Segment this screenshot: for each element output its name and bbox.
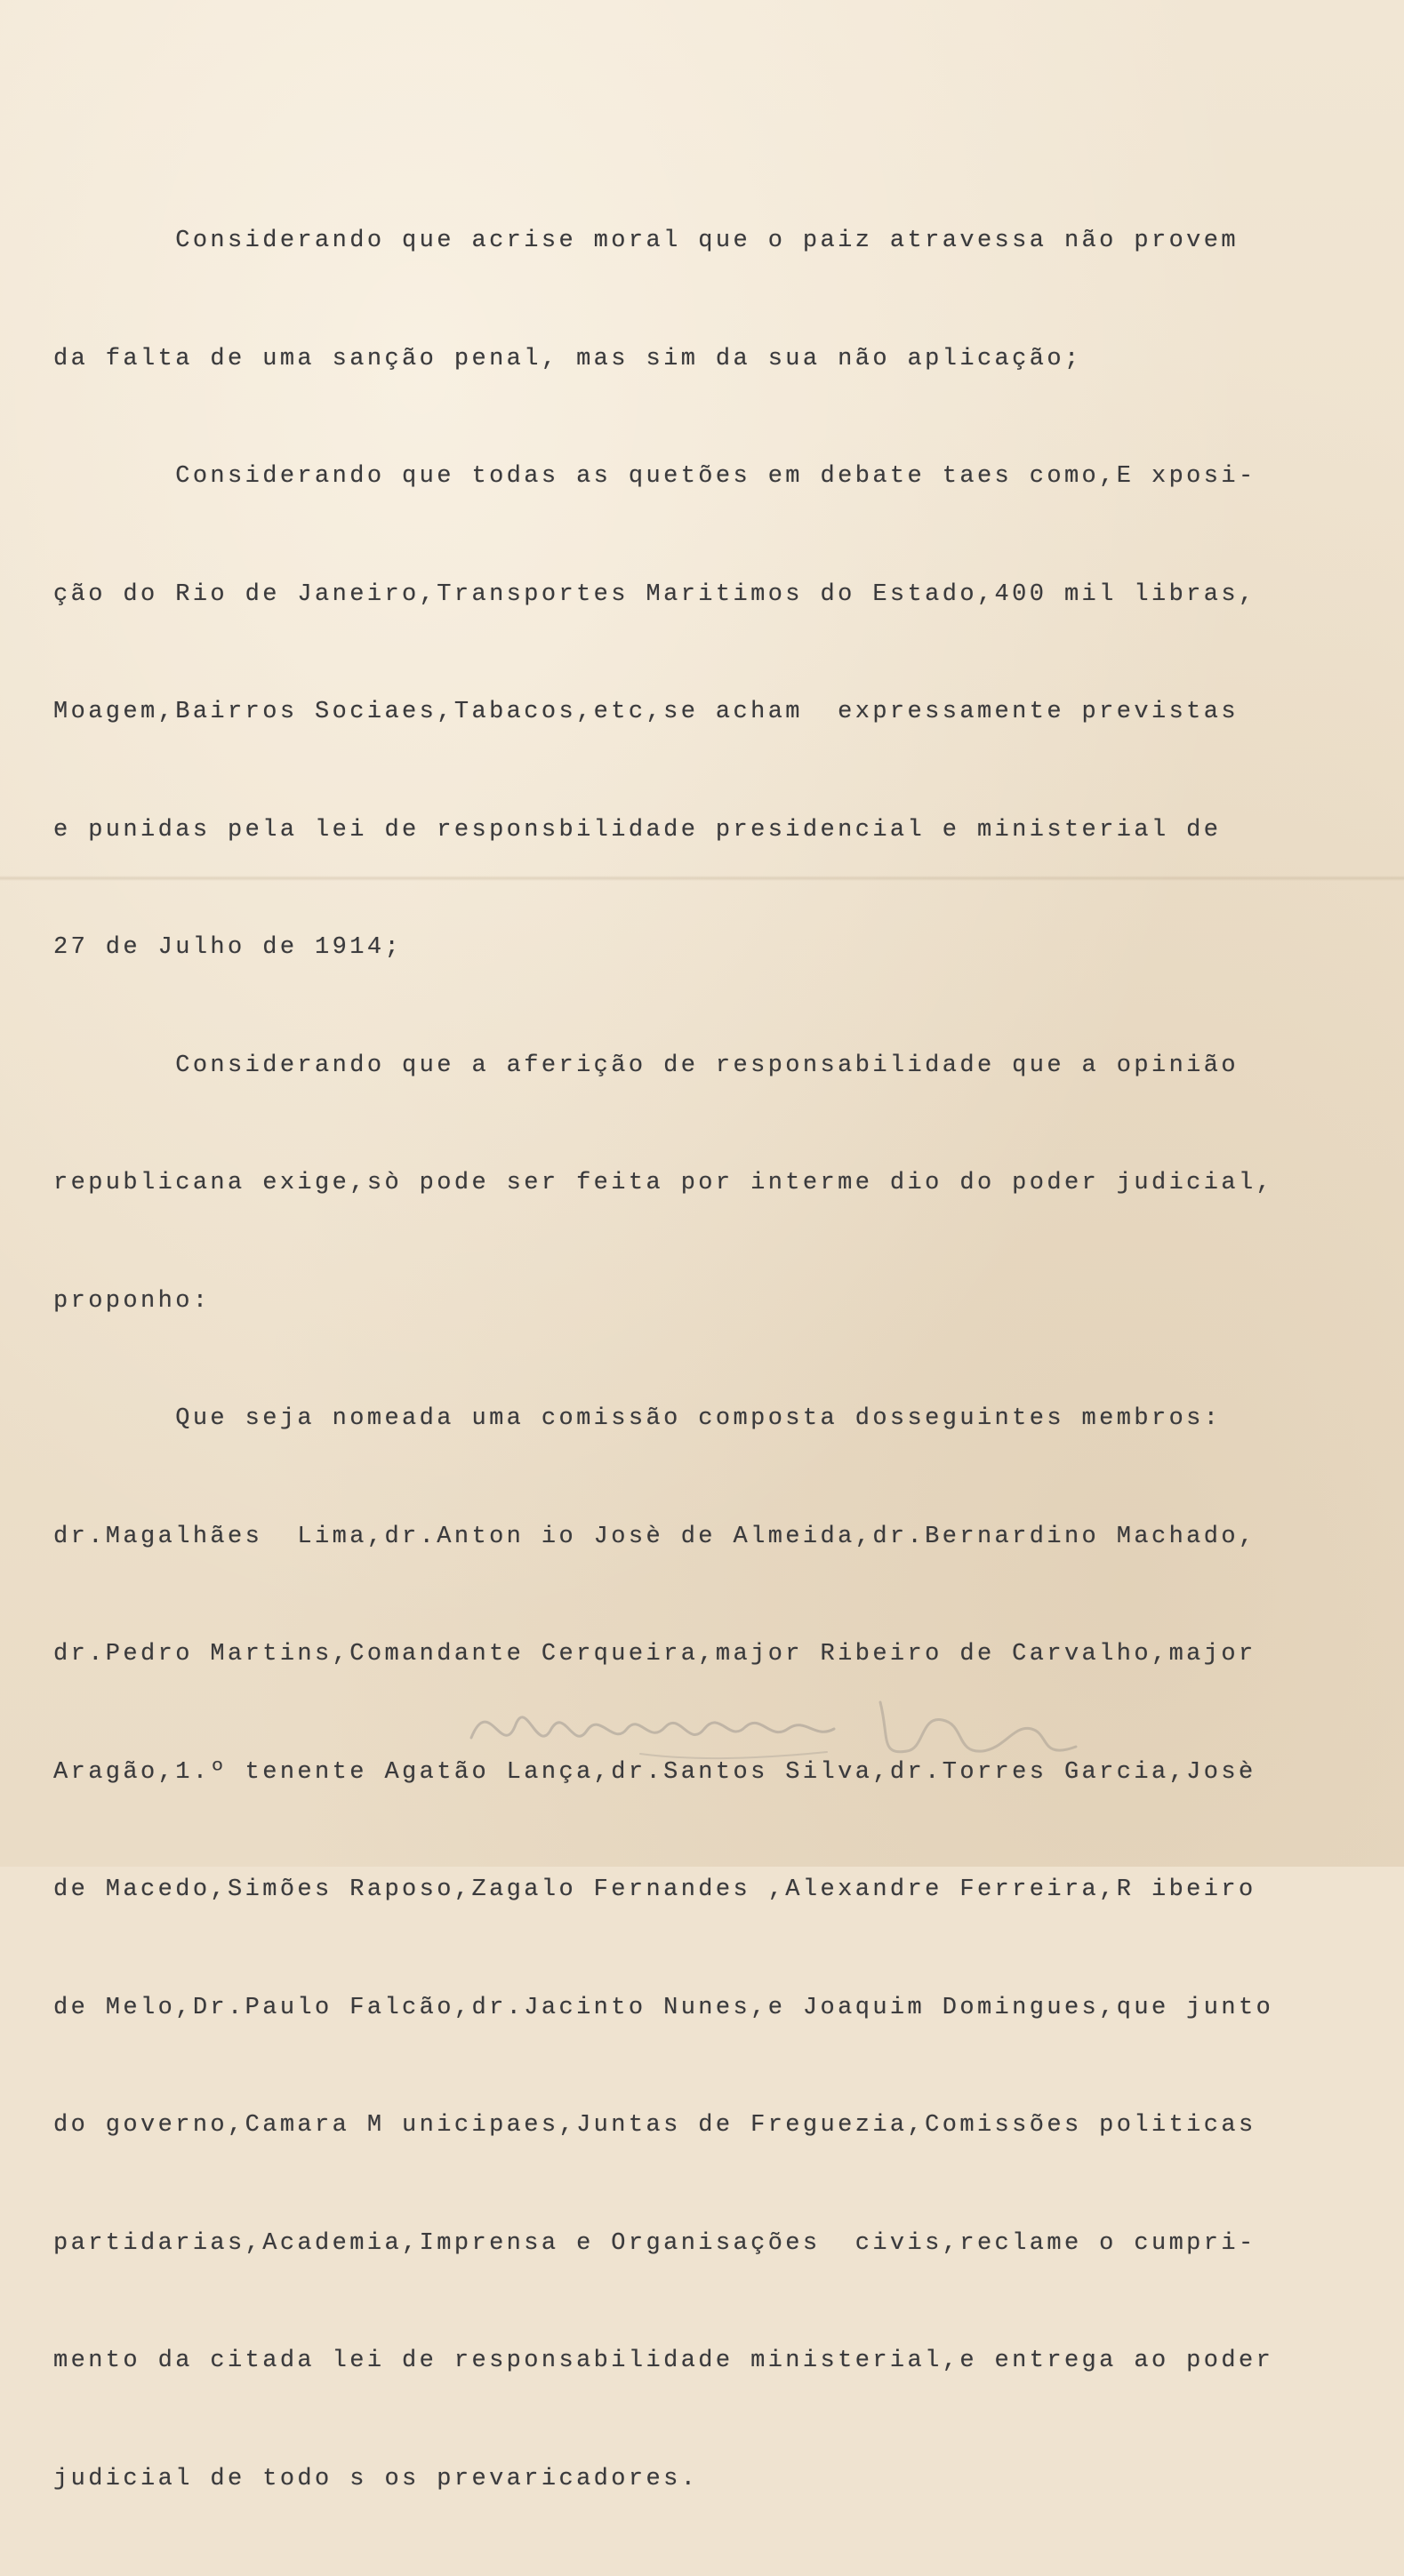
- text-line: dr.Pedro Martins,Comandante Cerqueira,major Ribeiro de Carvalho,major: [53, 1641, 1256, 1668]
- text-line: ção do Rio de Janeiro,Transportes Maritimos do Estado,400 mil libras,: [53, 580, 1256, 608]
- text-line: de Melo,Dr.Paulo Falcão,dr.Jacinto Nunes,e Joaquim Domingues,que junto: [53, 1994, 1274, 2021]
- text-line: partidarias,Academia,Imprensa e Organisações civis,reclame o cumpri-: [53, 2229, 1256, 2257]
- text-line: republicana exige,sò pode ser feita por interme dio do poder judicial,: [53, 1170, 1274, 1196]
- text-line: Aragão,1.º tenente Agatão Lança,dr.Santos Silva,dr.Torres Garcia,Josè: [53, 1758, 1256, 1786]
- text-line: judicial de todo s os prevaricadores.: [53, 2465, 699, 2492]
- text-line: Considerando que acrise moral que o paiz atravessa não provem: [53, 228, 1239, 254]
- text-line: da falta de uma sanção penal, mas sim da sua não aplicação;: [53, 345, 1082, 372]
- text-line: proponho:: [53, 1287, 211, 1315]
- text-line: Considerando que a aferição de responsabilidade que a opinião: [53, 1052, 1239, 1079]
- text-line: de Macedo,Simões Raposo,Zagalo Fernandes ,Alexandre Ferreira,R ibeiro: [53, 1876, 1256, 1903]
- text-line: Considerando que todas as quetões em debate taes como,E xposi-: [53, 463, 1256, 490]
- text-line: dr.Magalhães Lima,dr.Anton io Josè de Almeida,dr.Bernardino Machado,: [53, 1523, 1256, 1550]
- signature-mark: [462, 1676, 1103, 1773]
- text-line: 27 de Julho de 1914;: [53, 934, 403, 961]
- text-line: Moagem,Bairros Sociaes,Tabacos,etc,se acham expressamente previstas: [53, 699, 1239, 725]
- text-line: e punidas pela lei de responsbilidade presidencial e ministerial de: [53, 816, 1222, 844]
- typed-text-block: [53, 167, 1298, 2576]
- text-line: do governo,Camara M unicipaes,Juntas de Freguezia,Comissões politicas: [53, 2112, 1256, 2139]
- text-line: Que seja nomeada uma comissão composta dosseguintes membros:: [53, 1405, 1222, 1432]
- text-line: mento da citada lei de responsabilidade ministerial,e entrega ao poder: [53, 2348, 1274, 2374]
